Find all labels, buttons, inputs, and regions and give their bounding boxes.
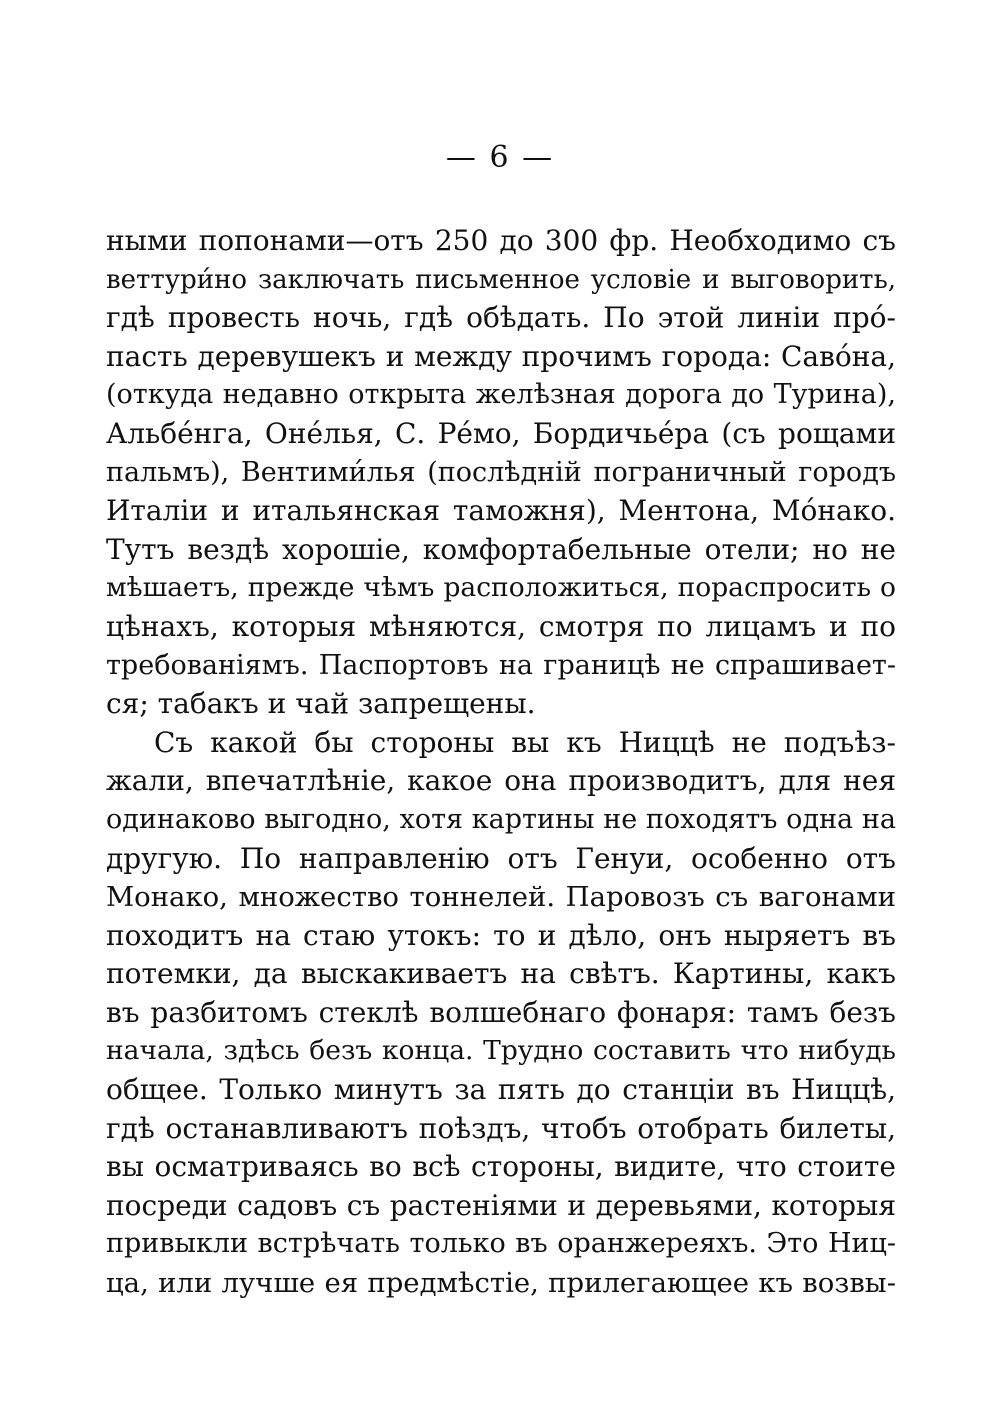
paragraph-2-line-12: вы осматриваясь во всѣ стороны, видите, что стоите: [106, 1150, 896, 1184]
paragraph-2-line-3: одинаково выгодно, хотя картины не походятъ одна на: [106, 803, 896, 835]
paragraph-2-line-5: Монако, множество тоннелей. Паровозъ съ вагонами: [106, 881, 896, 914]
paragraph-2-line-1: Съ какой бы стороны вы къ Ниццѣ не подъѣз-: [154, 725, 896, 759]
paragraph-1-line-7: пальмъ), Вентими́лья (послѣдній пограничный городъ: [106, 456, 896, 488]
paragraph-2-line-15: ца, или лучше ея предмѣстіе, прилегающее къ возвы-: [106, 1267, 896, 1300]
paragraph-1-line-11: цѣнахъ, которыя мѣняются, смотря по лицамъ и по: [106, 609, 896, 643]
paragraph-2-line-9: начала, здѣсь безъ конца. Трудно составить что нибудь: [106, 1035, 896, 1067]
paragraph-1-line-6: Альбе́нга, Оне́лья, С. Ре́мо, Бордичье́ра (съ рощами: [106, 416, 896, 450]
paragraph-1-line-5: (откуда недавно открыта желѣзная дорога до Турина),: [106, 379, 896, 411]
paragraph-1-line-13: ся; табакъ и чай запрещены.: [106, 687, 536, 721]
page-number: — 6 —: [445, 140, 555, 175]
paragraph-1-line-12: требованіямъ. Паспортовъ на границѣ не спрашивает-: [106, 649, 896, 681]
paragraph-2-line-14: привыкли встрѣчать только въ оранжереяхъ. Это Ниц-: [106, 1228, 896, 1260]
paragraph-1-line-2: веттури́но заключать письменное условіе и выговорить,: [106, 264, 896, 295]
paragraph-1-line-1: ными попонами—отъ 250 до 300 фр. Необходимо съ: [106, 224, 896, 257]
body-text: [106, 222, 896, 1303]
paragraph-2-line-4: другую. По направленію отъ Генуи, особенно отъ: [106, 841, 896, 875]
paragraph-2-line-8: въ разбитомъ стеклѣ волшебнаго фонаря: тамъ безъ: [106, 995, 896, 1029]
paragraph-1-line-10: мѣшаетъ, прежде чѣмъ расположиться, пораспросить о: [106, 572, 896, 604]
paragraph-1-line-9: Тутъ вездѣ хорошіе, комфортабельные отели; но не: [106, 532, 896, 566]
paragraph-1-line-4: пасть деревушекъ и между прочимъ города: Саво́на,: [106, 339, 896, 373]
paragraph-2-line-7: потемки, да выскакиваетъ на свѣтъ. Картины, какъ: [106, 957, 896, 991]
paragraph-1-line-3: гдѣ провесть ночь, гдѣ обѣдать. По этой линіи про́-: [106, 301, 896, 335]
paragraph-1-line-8: Италіи и итальянская таможня), Ментона, Мо́нако.: [106, 494, 896, 528]
paragraph-2-line-10: общее. Только минутъ за пять до станціи въ Ниццѣ,: [106, 1073, 896, 1107]
paragraph-2-line-11: гдѣ останавливаютъ поѣздъ, чтобъ отобрать билеты,: [106, 1111, 896, 1145]
paragraph-2-line-2: жали, впечатлѣніе, какое она производитъ, для нея: [106, 764, 896, 798]
paragraph-2-line-6: походитъ на стаю утокъ: то и дѣло, онъ ныряетъ въ: [106, 918, 896, 952]
paragraph-2-line-13: посреди садовъ съ растеніями и деревьями, которыя: [106, 1188, 896, 1222]
